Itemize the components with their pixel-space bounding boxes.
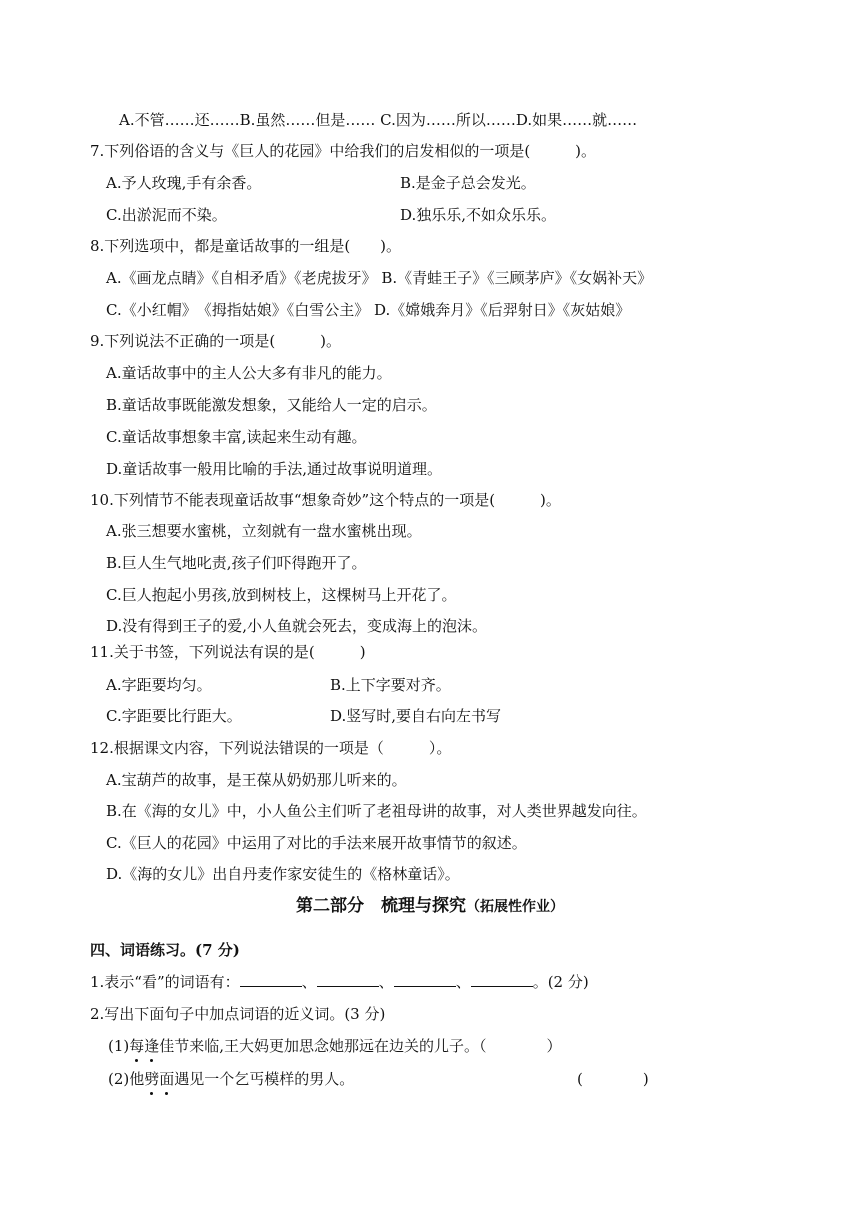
section-heading — [0, 896, 860, 917]
q11-option-c: C.字距要比行距大。 — [106, 707, 242, 725]
answer-blank-1[interactable] — [240, 972, 302, 987]
q10-option-d: D.没有得到王子的爱,小人鱼就会死去，变成海上的泡沫。 — [106, 617, 488, 635]
q9-stem: 9.下列说法不正确的一项是( )。 — [90, 332, 342, 350]
sentence-2-lead: (2)他 — [108, 1070, 145, 1088]
q12-stem: 12.根据课文内容，下列说法错误的一项是（ ）。 — [90, 739, 452, 757]
q8-stem: 8.下列选项中，都是童话故事的一组是( )。 — [90, 237, 402, 255]
sentence-1-rest: 佳节来临,王大妈更加思念她那远在边关的儿子。（ ） — [159, 1037, 562, 1055]
answer-blank-2[interactable] — [317, 972, 379, 987]
q7-option-d: D.独乐乐,不如众乐乐。 — [400, 206, 557, 224]
q11-option-a: A.字距要均匀。 — [106, 676, 212, 694]
blank-separator: 、 — [301, 973, 317, 991]
answer-blank-3[interactable] — [394, 972, 456, 987]
part4-item2: 2.写出下面句子中加点词语的近义词。(3 分) — [90, 1005, 386, 1023]
q8-options-ab: A.《画龙点睛》《自相矛盾》《老虎拔牙》 B.《青蛙王子》《三顾茅庐》《女娲补天》 — [106, 269, 653, 287]
q10-option-a: A.张三想要水蜜桃，立刻就有一盘水蜜桃出现。 — [106, 522, 422, 540]
q11-option-d: D.竖写时,要自右向左书写 — [330, 707, 502, 725]
item1-prefix: 1.表示“看”的词语有： — [90, 973, 240, 991]
q9-option-b: B.童话故事既能激发想象，又能给人一定的启示。 — [106, 396, 437, 414]
sentence-1-number: (1) — [108, 1037, 130, 1055]
dotted-word-1-text: 每逢 — [129, 1037, 160, 1055]
q12-option-c: C.《巨人的花园》中运用了对比的手法来展开故事情节的叙述。 — [106, 834, 527, 852]
q7-option-a: A.予人玫瑰,手有余香。 — [106, 174, 262, 192]
q7-option-c: C.出淤泥而不染。 — [106, 206, 227, 224]
section-subtitle: （拓展性作业） — [466, 899, 564, 915]
part4-heading: 四、词语练习。(7 分) — [90, 941, 240, 959]
q9-option-c: C.童话故事想象丰富,读起来生动有趣。 — [106, 428, 367, 446]
q8-options-cd: C.《小红帽》 《拇指姑娘》《白雪公主》 D.《嫦娥奔月》《后羿射日》《灰姑娘》 — [106, 301, 631, 319]
q7-option-b: B.是金子总会发光。 — [400, 174, 536, 192]
blank-separator: 、 — [378, 973, 394, 991]
q9-option-a: A.童话故事中的主人公大多有非凡的能力。 — [106, 364, 392, 382]
section-title: 第二部分 梳理与探究 — [296, 896, 466, 916]
part4-item1 — [90, 972, 589, 992]
sentence-2-rest: 遇见一个乞丐模样的男人。 — [174, 1070, 355, 1088]
emphasis-dot — [135, 1059, 138, 1062]
q12-option-b: B.在《海的女儿》中，小人鱼公主们听了老祖母讲的故事，对人类世界越发向往。 — [106, 802, 647, 820]
blank-separator: 、 — [455, 973, 471, 991]
q12-option-d: D.《海的女儿》出自丹麦作家安徒生的《格林童话》。 — [106, 865, 460, 883]
sentence-2 — [108, 1069, 354, 1089]
q10-stem: 10.下列情节不能表现童话故事“想象奇妙”这个特点的一项是( )。 — [90, 491, 561, 509]
emphasis-dot — [165, 1092, 168, 1095]
q11-option-b: B.上下字要对齐。 — [330, 676, 451, 694]
dotted-word-1 — [129, 1037, 159, 1055]
sentence-2-answer-paren[interactable]: ( ) — [577, 1070, 649, 1088]
q7-stem: 7.下列俗语的含义与《巨人的花园》中给我们的启发相似的一项是( )。 — [90, 142, 597, 160]
q10-option-b: B.巨人生气地叱责,孩子们吓得跑开了。 — [106, 554, 367, 572]
dotted-word-2 — [144, 1070, 174, 1088]
q6-options: A.不管……还……B.虽然……但是…… C.因为……所以……D.如果……就…… — [119, 111, 638, 129]
emphasis-dot — [150, 1092, 153, 1095]
q9-option-d: D.童话故事一般用比喻的手法,通过故事说明道理。 — [106, 460, 443, 478]
sentence-1 — [108, 1036, 562, 1056]
q11-stem: 11.关于书签，下列说法有误的是( ) — [90, 643, 366, 661]
item1-suffix: 。(2 分) — [532, 973, 589, 991]
answer-blank-4[interactable] — [471, 972, 533, 987]
emphasis-dot — [150, 1059, 153, 1062]
q10-option-c: C.巨人抱起小男孩,放到树枝上，这棵树马上开花了。 — [106, 586, 457, 604]
q12-option-a: A.宝葫芦的故事，是王葆从奶奶那儿听来的。 — [106, 771, 407, 789]
dotted-word-2-text: 劈面 — [144, 1070, 175, 1088]
